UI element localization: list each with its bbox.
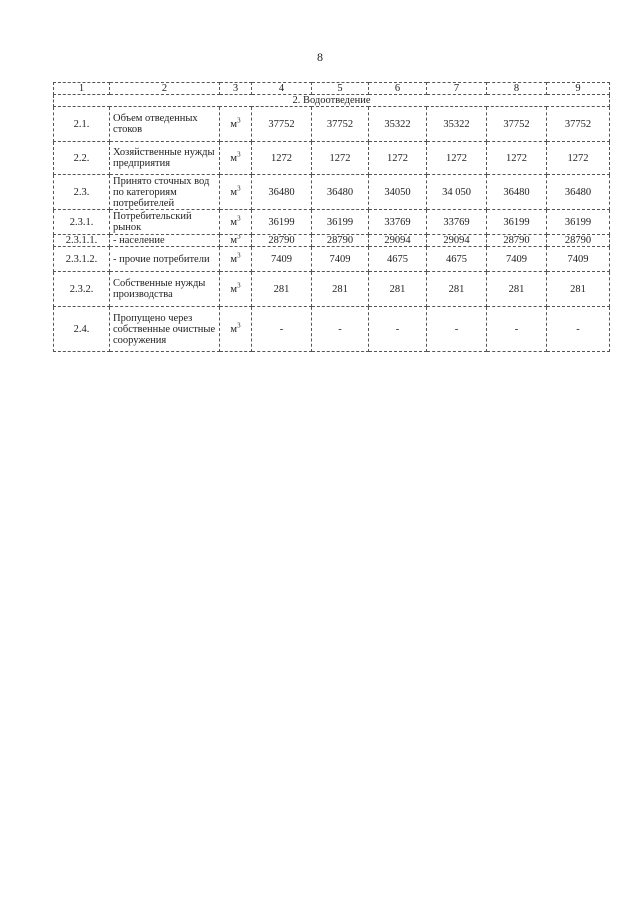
- value-cell: 4675: [369, 247, 427, 272]
- row-name: - население: [110, 235, 220, 247]
- value-cell: 1272: [547, 142, 610, 175]
- row-code: 2.3.2.: [54, 272, 110, 307]
- table-row: [54, 142, 610, 175]
- unit-text: м: [230, 283, 238, 295]
- value-cell: 281: [252, 272, 312, 307]
- row-code: 2.3.1.: [54, 210, 110, 235]
- unit-power: 3: [237, 214, 241, 222]
- value-cell: -: [312, 307, 369, 352]
- value-cell: 1272: [312, 142, 369, 175]
- value-cell: 36480: [312, 175, 369, 210]
- unit-power: 3: [237, 234, 241, 241]
- row-code: 2.3.1.2.: [54, 247, 110, 272]
- unit-text: м: [230, 216, 238, 228]
- value-cell: 28790: [252, 235, 312, 247]
- value-cell: 29094: [369, 235, 427, 247]
- page-number: 8: [317, 50, 323, 64]
- value-cell: 33769: [369, 210, 427, 235]
- row-code: 2.1.: [54, 107, 110, 142]
- value-cell: 37752: [312, 107, 369, 142]
- value-cell: -: [487, 307, 547, 352]
- column-header: 7: [427, 83, 487, 95]
- value-cell: 7409: [487, 247, 547, 272]
- unit-power: 3: [237, 281, 241, 289]
- row-code: 2.4.: [54, 307, 110, 352]
- value-cell: 7409: [547, 247, 610, 272]
- table-row: [54, 235, 610, 247]
- row-name: Собственные нужды производства: [110, 272, 220, 307]
- column-header: 3: [220, 83, 252, 95]
- value-cell: -: [252, 307, 312, 352]
- section-title: 2. Водоотведение: [54, 95, 610, 107]
- unit-text: м: [230, 186, 238, 198]
- value-cell: 36480: [547, 175, 610, 210]
- value-cell: 35322: [427, 107, 487, 142]
- value-cell: 37752: [547, 107, 610, 142]
- value-cell: 36199: [312, 210, 369, 235]
- unit-text: м: [230, 152, 238, 164]
- row-unit: [220, 247, 252, 272]
- water-disposal-table: [53, 82, 610, 352]
- table-row: [54, 272, 610, 307]
- column-header: 5: [312, 83, 369, 95]
- value-cell: 37752: [487, 107, 547, 142]
- row-unit: [220, 272, 252, 307]
- unit-text: м: [230, 235, 238, 246]
- value-cell: 1272: [252, 142, 312, 175]
- table-row: [54, 175, 610, 210]
- row-code: 2.2.: [54, 142, 110, 175]
- table-body: [54, 83, 610, 352]
- unit-text: м: [230, 253, 238, 265]
- value-cell: 36480: [487, 175, 547, 210]
- value-cell: 281: [487, 272, 547, 307]
- value-cell: -: [427, 307, 487, 352]
- value-cell: 281: [312, 272, 369, 307]
- value-cell: 34050: [369, 175, 427, 210]
- row-code: 2.3.1.1.: [54, 235, 110, 247]
- value-cell: 28790: [547, 235, 610, 247]
- value-cell: 1272: [369, 142, 427, 175]
- row-unit: [220, 107, 252, 142]
- value-cell: 36199: [252, 210, 312, 235]
- row-unit: [220, 175, 252, 210]
- value-cell: 35322: [369, 107, 427, 142]
- value-cell: 36199: [547, 210, 610, 235]
- unit-power: 3: [237, 251, 241, 259]
- value-cell: 1272: [427, 142, 487, 175]
- value-cell: 36480: [252, 175, 312, 210]
- unit-power: 3: [237, 184, 241, 192]
- value-cell: -: [369, 307, 427, 352]
- row-name: Хозяйственные нужды предприятия: [110, 142, 220, 175]
- column-header: 8: [487, 83, 547, 95]
- row-name: Принято сточных вод по категориям потребителей: [110, 175, 220, 210]
- row-code: 2.3.: [54, 175, 110, 210]
- value-cell: 7409: [252, 247, 312, 272]
- table-row: [54, 210, 610, 235]
- column-header: 4: [252, 83, 312, 95]
- value-cell: 28790: [487, 235, 547, 247]
- row-unit: [220, 235, 252, 247]
- value-cell: 34 050: [427, 175, 487, 210]
- row-unit: [220, 142, 252, 175]
- unit-power: 3: [237, 150, 241, 158]
- column-header: 1: [54, 83, 110, 95]
- table-row: [54, 307, 610, 352]
- column-number-row: [54, 83, 610, 95]
- unit-power: 3: [237, 116, 241, 124]
- row-name: - прочие потребители: [110, 247, 220, 272]
- unit-power: 3: [237, 321, 241, 329]
- value-cell: 281: [427, 272, 487, 307]
- value-cell: 4675: [427, 247, 487, 272]
- value-cell: 37752: [252, 107, 312, 142]
- value-cell: 28790: [312, 235, 369, 247]
- row-unit: [220, 210, 252, 235]
- unit-text: м: [230, 323, 238, 335]
- value-cell: -: [547, 307, 610, 352]
- column-header: 6: [369, 83, 427, 95]
- value-cell: 1272: [487, 142, 547, 175]
- value-cell: 7409: [312, 247, 369, 272]
- value-cell: 281: [369, 272, 427, 307]
- value-cell: 281: [547, 272, 610, 307]
- value-cell: 33769: [427, 210, 487, 235]
- table-row: [54, 107, 610, 142]
- column-header: 9: [547, 83, 610, 95]
- row-name: Потребительский рынок: [110, 210, 220, 235]
- column-header: 2: [110, 83, 220, 95]
- table-row: [54, 247, 610, 272]
- row-name: Объем отведенных стоков: [110, 107, 220, 142]
- value-cell: 29094: [427, 235, 487, 247]
- row-name: Пропущено через собственные очистные сооружения: [110, 307, 220, 352]
- unit-text: м: [230, 118, 238, 130]
- row-unit: [220, 307, 252, 352]
- section-row: [54, 95, 610, 107]
- value-cell: 36199: [487, 210, 547, 235]
